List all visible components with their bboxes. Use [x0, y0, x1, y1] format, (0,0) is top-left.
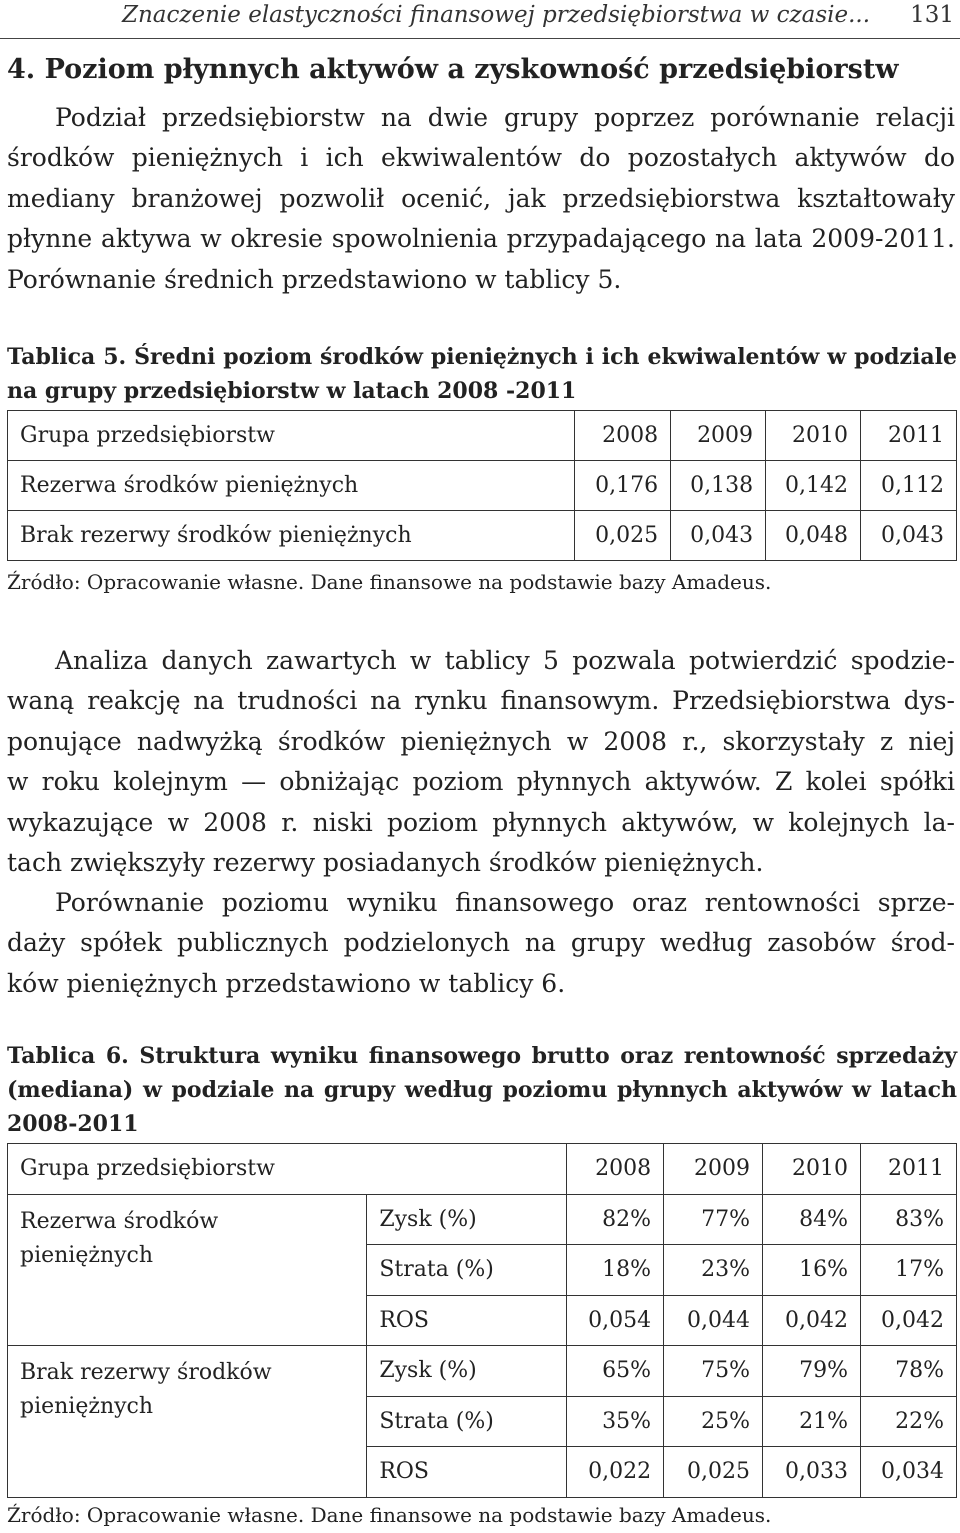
caption-line: na grupy przedsiębiorstw w latach 2008 -2011	[7, 378, 577, 404]
value-cell: 65%	[567, 1346, 664, 1397]
value-cell: 78%	[860, 1346, 956, 1397]
table-row	[8, 1346, 957, 1397]
value-cell: 22%	[860, 1396, 956, 1447]
header-cell: Grupa przedsiębiorstw	[8, 411, 575, 461]
value-cell: 77%	[664, 1194, 763, 1245]
paragraph-line: Porównanie średnich przedstawiono w tablicy 5.	[7, 264, 622, 294]
table-row	[8, 511, 957, 561]
caption-text: Średni poziom środków pieniężnych i ich ekwiwalentów w podziale	[134, 344, 958, 370]
group-label: Rezerwa środków pieniężnych	[8, 1194, 367, 1346]
value-cell: 0,044	[664, 1295, 763, 1346]
paragraph-line: płynne aktywa w okresie spowolnienia przypadającego na lata 2009-2011.	[7, 224, 955, 254]
header-rule	[0, 38, 960, 39]
table5	[7, 410, 957, 561]
value-cell: 0,025	[575, 511, 671, 561]
value-cell: 0,048	[766, 511, 861, 561]
table6-source: Źródło: Opracowanie własne. Dane finansowe na podstawie bazy Amadeus.	[7, 1503, 772, 1527]
table-row	[8, 461, 957, 511]
analysis-paragraph	[7, 641, 955, 883]
caption-line	[7, 1039, 957, 1073]
caption-text: Struktura wyniku finansowego brutto oraz rentowność sprzedaży	[139, 1043, 957, 1069]
caption-line: (mediana) w podziale na grupy według poziomu płynnych aktywów w latach	[7, 1077, 957, 1103]
table6	[7, 1143, 957, 1498]
value-cell: 0,043	[861, 511, 957, 561]
value-cell: 0,025	[664, 1447, 763, 1498]
value-cell: 0,042	[763, 1295, 861, 1346]
value-cell: 0,042	[860, 1295, 956, 1346]
value-cell: 0,022	[567, 1447, 664, 1498]
value-cell: 0,043	[671, 511, 766, 561]
value-cell: 0,142	[766, 461, 861, 511]
header-cell: 2009	[664, 1144, 763, 1195]
header-cell: 2010	[766, 411, 861, 461]
value-cell: 23%	[664, 1245, 763, 1296]
value-cell: 75%	[664, 1346, 763, 1397]
value-cell: 18%	[567, 1245, 664, 1296]
intro-paragraph	[7, 98, 955, 300]
caption-label: Tablica 5.	[7, 344, 127, 370]
table5-source: Źródło: Opracowanie własne. Dane finansowe na podstawie bazy Amadeus.	[7, 570, 772, 594]
caption-label: Tablica 6.	[7, 1043, 129, 1069]
caption-line: 2008-2011	[7, 1111, 139, 1137]
caption-line	[7, 340, 957, 374]
metric-label: Zysk (%)	[367, 1346, 567, 1397]
value-cell: 0,176	[575, 461, 671, 511]
header-cell: 2008	[567, 1144, 664, 1195]
table-header-row	[8, 1144, 957, 1195]
value-cell: 0,138	[671, 461, 766, 511]
paragraph-line: środków pieniężnych i ich ekwiwalentów do pozostałych aktywów do	[7, 143, 955, 173]
metric-label: ROS	[367, 1447, 567, 1498]
value-cell: 16%	[763, 1245, 861, 1296]
page-header	[0, 0, 960, 40]
section-heading: 4. Poziom płynnych aktywów a zyskowność przedsiębiorstw	[7, 54, 899, 85]
row-label: Brak rezerwy środków pieniężnych	[8, 511, 575, 561]
metric-label: Zysk (%)	[367, 1194, 567, 1245]
value-cell: 0,034	[860, 1447, 956, 1498]
table5-caption	[7, 340, 957, 408]
value-cell: 84%	[763, 1194, 861, 1245]
running-title: Znaczenie elastyczności finansowej przedsiębiorstwa w czasie...	[122, 2, 871, 28]
metric-label: Strata (%)	[367, 1396, 567, 1447]
paragraph-line: Podział przedsiębiorstw na dwie grupy poprzez porównanie relacji	[55, 103, 955, 132]
value-cell: 35%	[567, 1396, 664, 1447]
value-cell: 21%	[763, 1396, 861, 1447]
header-cell: 2009	[671, 411, 766, 461]
value-cell: 79%	[763, 1346, 861, 1397]
row-label: Rezerwa środków pieniężnych	[8, 461, 575, 511]
paragraph-line: ponujące nadwyżką środków pieniężnych w 2008 r., skorzystały z niej	[7, 726, 955, 756]
header-cell: 2010	[763, 1144, 861, 1195]
paragraph-line: Porównanie poziomu wyniku finansowego oraz rentowności sprze-	[55, 888, 955, 917]
table6-caption	[7, 1039, 957, 1141]
metric-label: ROS	[367, 1295, 567, 1346]
paragraph-line: ków pieniężnych przedstawiono w tablicy 6.	[7, 968, 566, 998]
header-cell: 2011	[860, 1144, 956, 1195]
page-number: 131	[910, 2, 954, 28]
paragraph-line: wykazujące w 2008 r. niski poziom płynnych aktywów, w kolejnych la-	[7, 807, 955, 837]
header-cell: Grupa przedsiębiorstw	[8, 1144, 567, 1195]
comparison-paragraph	[7, 883, 955, 1004]
paragraph-line: daży spółek publicznych podzielonych na grupy według zasobów środ-	[7, 928, 955, 958]
paragraph-line: tach zwiększyły rezerwy posiadanych środków pieniężnych.	[7, 848, 764, 878]
value-cell: 0,054	[567, 1295, 664, 1346]
paragraph-line: mediany branżowej pozwolił ocenić, jak przedsiębiorstwa kształtowały	[7, 183, 955, 213]
metric-label: Strata (%)	[367, 1245, 567, 1296]
table-row	[8, 1194, 957, 1245]
paragraph-line: waną reakcję na trudności na rynku finansowym. Przedsiębiorstwa dys-	[7, 686, 955, 716]
group-label: Brak rezerwy środków pieniężnych	[8, 1346, 367, 1498]
value-cell: 83%	[860, 1194, 956, 1245]
header-cell: 2008	[575, 411, 671, 461]
header-cell: 2011	[861, 411, 957, 461]
value-cell: 82%	[567, 1194, 664, 1245]
value-cell: 0,033	[763, 1447, 861, 1498]
paragraph-line: w roku kolejnym — obniżając poziom płynnych aktywów. Z kolei spółki	[7, 767, 955, 797]
value-cell: 17%	[860, 1245, 956, 1296]
paragraph-line: Analiza danych zawartych w tablicy 5 pozwala potwierdzić spodzie-	[55, 646, 955, 675]
table-header-row	[8, 411, 957, 461]
value-cell: 25%	[664, 1396, 763, 1447]
value-cell: 0,112	[861, 461, 957, 511]
